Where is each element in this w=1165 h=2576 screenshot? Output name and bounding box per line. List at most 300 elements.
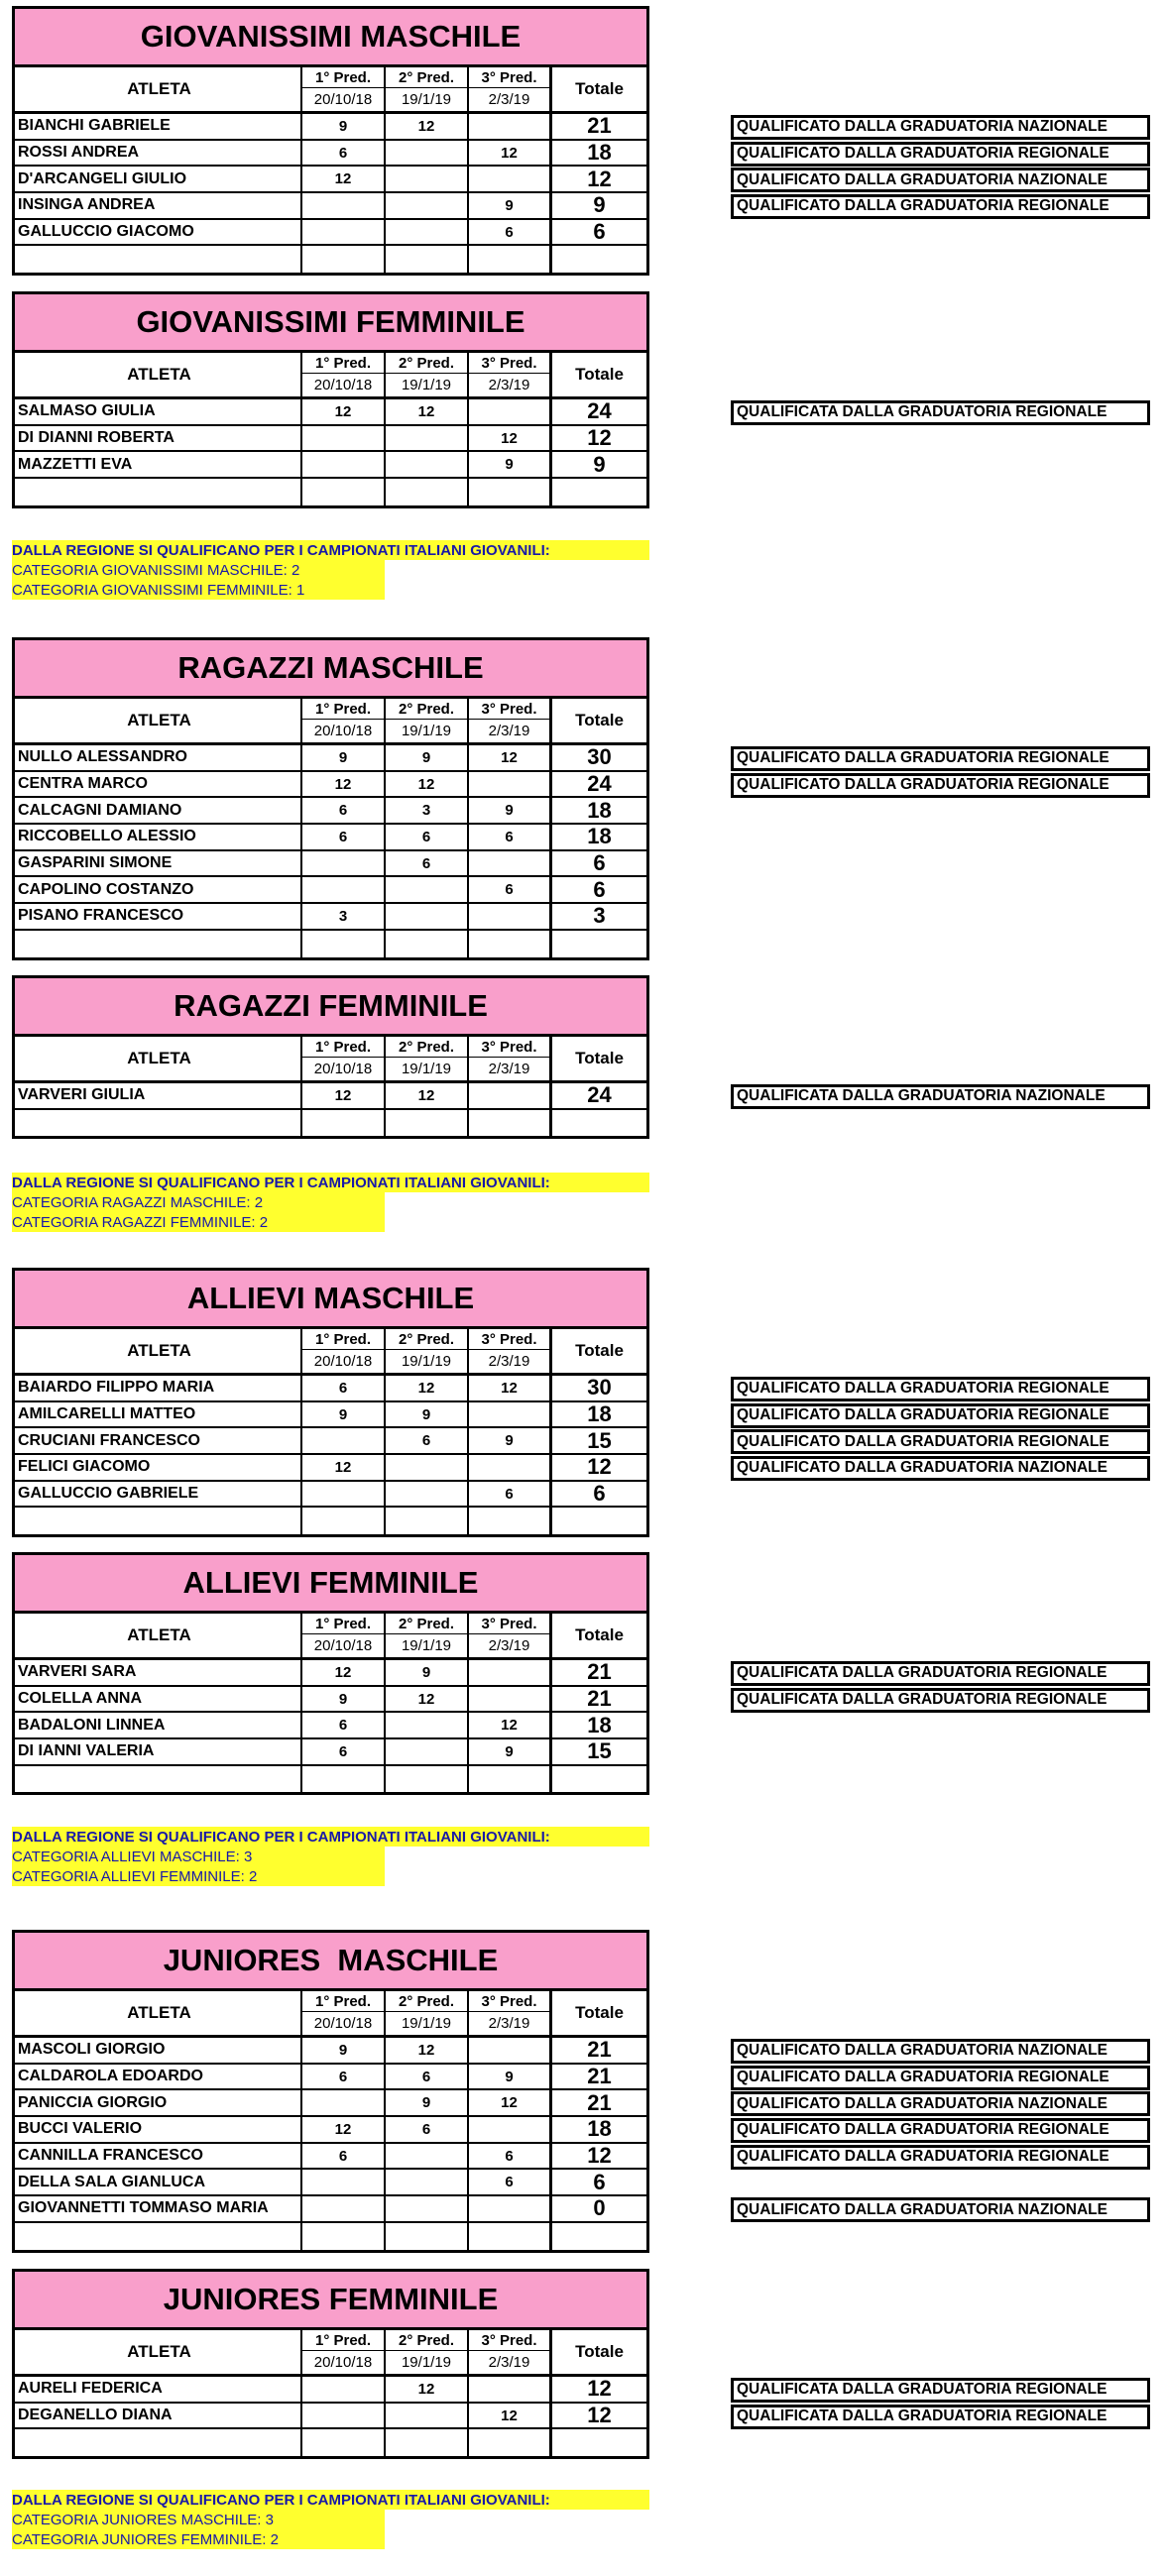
table-row xyxy=(15,1713,646,1739)
qualification-badge: QUALIFICATO DALLA GRADUATORIA REGIONALE xyxy=(731,1377,1150,1401)
total-score: 24 xyxy=(587,771,612,797)
total-score: 21 xyxy=(587,2089,612,2115)
athlete-header: ATLETA xyxy=(15,1037,302,1080)
pred-date: 19/1/19 xyxy=(401,1353,452,1370)
qualification-badge: QUALIFICATA DALLA GRADUATORIA REGIONALE xyxy=(731,2378,1150,2403)
score-pred-2 xyxy=(386,2144,469,2169)
score-pred-2 xyxy=(386,1739,469,1764)
score-pred-2 xyxy=(386,220,469,245)
total-header: Totale xyxy=(575,711,624,729)
score-pred-3 xyxy=(469,399,552,424)
score-pred-3 xyxy=(469,851,552,876)
pred-date: 19/1/19 xyxy=(401,723,452,739)
score-pred-3 xyxy=(469,904,552,929)
table-row xyxy=(15,2196,646,2223)
athlete-name: BAIARDO FILIPPO MARIA xyxy=(15,1376,302,1400)
total-score: 12 xyxy=(587,2403,612,2428)
pred-date: 2/3/19 xyxy=(488,723,530,739)
total-score xyxy=(552,1766,646,1793)
score-pred-1: 6 xyxy=(302,1713,386,1737)
table-row xyxy=(15,1455,646,1482)
qualification-note xyxy=(12,2490,649,2549)
pred-date: 19/1/19 xyxy=(401,2015,452,2032)
ranking-table xyxy=(12,1552,649,1795)
pred-header-1 xyxy=(302,2330,386,2374)
athlete-name: COLELLA ANNA xyxy=(15,1687,302,1712)
qualification-badge: QUALIFICATO DALLA GRADUATORIA REGIONALE xyxy=(731,142,1150,167)
total-score: 15 xyxy=(587,1427,612,1453)
score-pred-3: 6 xyxy=(469,2144,552,2169)
score-pred-1 xyxy=(302,426,386,451)
pred-label: 2° Pred. xyxy=(386,1614,467,1634)
score-pred-3: 12 xyxy=(469,426,552,451)
empty-row xyxy=(15,2223,646,2250)
pred-header-3 xyxy=(469,699,552,742)
score-pred-1: 6 xyxy=(302,1376,386,1400)
score-pred-2: 9 xyxy=(386,745,469,770)
score-pred-2 xyxy=(386,2196,469,2221)
pred-date: 2/3/19 xyxy=(488,2015,530,2032)
pred-label: 3° Pred. xyxy=(469,353,549,374)
score-pred-3: 6 xyxy=(469,2170,552,2194)
score-pred-3 xyxy=(469,1766,552,1793)
score-pred-1: 12 xyxy=(302,1455,386,1480)
score-pred-1: 6 xyxy=(302,141,386,166)
score-pred-1 xyxy=(302,479,386,505)
table-row xyxy=(15,2404,646,2430)
athlete-name xyxy=(15,246,302,273)
score-pred-3 xyxy=(469,167,552,191)
pred-header-3 xyxy=(469,1329,552,1373)
pred-label: 2° Pred. xyxy=(386,2330,467,2351)
score-pred-1: 9 xyxy=(302,745,386,770)
athlete-name: CALCAGNI DAMIANO xyxy=(15,798,302,823)
qualification-note xyxy=(12,1173,649,1232)
score-pred-2 xyxy=(386,2404,469,2428)
score-pred-1: 6 xyxy=(302,2144,386,2169)
score-pred-2 xyxy=(386,246,469,273)
pred-date: 2/3/19 xyxy=(488,1061,530,1077)
score-pred-2 xyxy=(386,904,469,929)
pred-label: 1° Pred. xyxy=(302,1037,384,1058)
athlete-name: GALLUCCIO GABRIELE xyxy=(15,1482,302,1507)
table-row xyxy=(15,2117,646,2144)
table-row xyxy=(15,745,646,772)
total-score: 18 xyxy=(587,1401,612,1427)
total-score xyxy=(552,246,646,273)
score-pred-3: 9 xyxy=(469,1739,552,1764)
pred-header-1 xyxy=(302,1991,386,2035)
score-pred-3: 9 xyxy=(469,193,552,218)
athlete-header: ATLETA xyxy=(15,2330,302,2374)
score-pred-3: 9 xyxy=(469,1428,552,1453)
total-score: 21 xyxy=(587,2037,612,2063)
score-pred-2 xyxy=(386,1713,469,1737)
score-pred-3: 12 xyxy=(469,1376,552,1400)
pred-header-1 xyxy=(302,1037,386,1080)
pred-date: 20/10/18 xyxy=(313,377,373,393)
qualification-badge: QUALIFICATO DALLA GRADUATORIA NAZIONALE xyxy=(731,2091,1150,2116)
score-pred-2: 12 xyxy=(386,399,469,424)
note-heading: DALLA REGIONE SI QUALIFICANO PER I CAMPIONATI ITALIANI GIOVANILI: xyxy=(12,1827,649,1847)
total-score: 30 xyxy=(587,1375,612,1400)
note-line: CATEGORIA RAGAZZI FEMMINILE: 2 xyxy=(12,1212,385,1232)
score-pred-1 xyxy=(302,1428,386,1453)
score-pred-1 xyxy=(302,193,386,218)
athlete-name: AMILCARELLI MATTEO xyxy=(15,1402,302,1427)
total-score: 12 xyxy=(587,2143,612,2169)
pred-header-2 xyxy=(386,699,469,742)
athlete-name: DI DIANNI ROBERTA xyxy=(15,426,302,451)
athlete-header: ATLETA xyxy=(15,1991,302,2035)
athlete-name: MAZZETTI EVA xyxy=(15,452,302,477)
athlete-name: VARVERI GIULIA xyxy=(15,1083,302,1108)
ranking-table xyxy=(12,2269,649,2459)
pred-header-3 xyxy=(469,1614,552,1657)
athlete-header: ATLETA xyxy=(15,699,302,742)
table-row xyxy=(15,2170,646,2196)
score-pred-1: 9 xyxy=(302,1687,386,1712)
table-row xyxy=(15,426,646,453)
table-row xyxy=(15,1376,646,1402)
table-row xyxy=(15,141,646,168)
pred-label: 1° Pred. xyxy=(302,1614,384,1634)
pred-date: 20/10/18 xyxy=(313,91,373,108)
table-title: GIOVANISSIMI FEMMINILE xyxy=(15,294,646,353)
score-pred-1 xyxy=(302,2404,386,2428)
total-header: Totale xyxy=(575,79,624,98)
score-pred-1 xyxy=(302,246,386,273)
pred-label: 1° Pred. xyxy=(302,353,384,374)
table-row xyxy=(15,114,646,141)
score-pred-2: 12 xyxy=(386,114,469,139)
score-pred-2: 3 xyxy=(386,798,469,823)
pred-label: 3° Pred. xyxy=(469,1329,549,1350)
score-pred-2 xyxy=(386,141,469,166)
pred-header-3 xyxy=(469,1037,552,1080)
score-pred-2 xyxy=(386,1766,469,1793)
total-score: 3 xyxy=(593,903,606,929)
pred-label: 1° Pred. xyxy=(302,1329,384,1350)
pred-date: 20/10/18 xyxy=(313,2354,373,2371)
total-header: Totale xyxy=(575,365,624,384)
pred-header-2 xyxy=(386,67,469,111)
total-score xyxy=(552,2429,646,2456)
total-score xyxy=(552,1508,646,1534)
note-line: CATEGORIA ALLIEVI MASCHILE: 3 xyxy=(12,1847,385,1866)
table-row xyxy=(15,1428,646,1455)
score-pred-1 xyxy=(302,2090,386,2115)
pred-date: 20/10/18 xyxy=(313,2015,373,2032)
score-pred-1: 6 xyxy=(302,2065,386,2089)
athlete-name xyxy=(15,2223,302,2250)
score-pred-3 xyxy=(469,1687,552,1712)
pred-label: 2° Pred. xyxy=(386,699,467,720)
score-pred-2: 12 xyxy=(386,1376,469,1400)
total-score: 18 xyxy=(587,140,612,166)
athlete-name: NULLO ALESSANDRO xyxy=(15,745,302,770)
table-header xyxy=(15,1991,646,2038)
score-pred-3: 6 xyxy=(469,220,552,245)
athlete-name: CENTRA MARCO xyxy=(15,772,302,797)
pred-label: 3° Pred. xyxy=(469,2330,549,2351)
athlete-name: PISANO FRANCESCO xyxy=(15,904,302,929)
total-score xyxy=(552,2223,646,2250)
athlete-name: INSINGA ANDREA xyxy=(15,193,302,218)
score-pred-1 xyxy=(302,931,386,957)
note-line: CATEGORIA GIOVANISSIMI MASCHILE: 2 xyxy=(12,560,385,580)
athlete-name: BADALONI LINNEA xyxy=(15,1713,302,1737)
score-pred-1 xyxy=(302,2223,386,2250)
athlete-name xyxy=(15,1110,302,1137)
total-score xyxy=(552,1110,646,1137)
total-score: 6 xyxy=(593,219,606,245)
pred-date: 2/3/19 xyxy=(488,2354,530,2371)
athlete-name: CANNILLA FRANCESCO xyxy=(15,2144,302,2169)
total-score: 12 xyxy=(587,1454,612,1480)
note-heading: DALLA REGIONE SI QUALIFICANO PER I CAMPIONATI ITALIANI GIOVANILI: xyxy=(12,1173,649,1192)
total-score: 21 xyxy=(587,1659,612,1685)
score-pred-1 xyxy=(302,2170,386,2194)
score-pred-1: 12 xyxy=(302,167,386,191)
qualification-badge: QUALIFICATO DALLA GRADUATORIA REGIONALE xyxy=(731,1429,1150,1454)
pred-header-1 xyxy=(302,353,386,396)
pred-date: 19/1/19 xyxy=(401,91,452,108)
total-header: Totale xyxy=(575,2003,624,2022)
score-pred-3: 9 xyxy=(469,798,552,823)
qualification-badge: QUALIFICATO DALLA GRADUATORIA REGIONALE xyxy=(731,2066,1150,2090)
score-pred-1: 9 xyxy=(302,114,386,139)
total-score: 0 xyxy=(593,2195,606,2221)
pred-header-3 xyxy=(469,353,552,396)
pred-date: 19/1/19 xyxy=(401,1637,452,1654)
table-row xyxy=(15,452,646,479)
total-score: 9 xyxy=(593,192,606,218)
score-pred-3: 6 xyxy=(469,825,552,849)
note-line: CATEGORIA GIOVANISSIMI FEMMINILE: 1 xyxy=(12,580,385,600)
score-pred-2 xyxy=(386,931,469,957)
score-pred-3: 9 xyxy=(469,2065,552,2089)
pred-label: 3° Pred. xyxy=(469,1991,549,2012)
score-pred-2: 9 xyxy=(386,2090,469,2115)
score-pred-2 xyxy=(386,167,469,191)
pred-date: 19/1/19 xyxy=(401,1061,452,1077)
score-pred-2: 9 xyxy=(386,1402,469,1427)
athlete-header: ATLETA xyxy=(15,1329,302,1373)
pred-label: 1° Pred. xyxy=(302,67,384,88)
score-pred-3: 12 xyxy=(469,2404,552,2428)
pred-label: 2° Pred. xyxy=(386,67,467,88)
qualification-badge: QUALIFICATO DALLA GRADUATORIA NAZIONALE xyxy=(731,2039,1150,2064)
score-pred-1: 12 xyxy=(302,2117,386,2142)
table-row xyxy=(15,2377,646,2404)
pred-header-2 xyxy=(386,1037,469,1080)
pred-header-2 xyxy=(386,1329,469,1373)
score-pred-3 xyxy=(469,1508,552,1534)
qualification-badge: QUALIFICATO DALLA GRADUATORIA NAZIONALE xyxy=(731,2197,1150,2222)
score-pred-2 xyxy=(386,1110,469,1137)
ranking-table xyxy=(12,6,649,276)
pred-date: 20/10/18 xyxy=(313,723,373,739)
score-pred-1: 6 xyxy=(302,1739,386,1764)
note-heading: DALLA REGIONE SI QUALIFICANO PER I CAMPIONATI ITALIANI GIOVANILI: xyxy=(12,2490,649,2510)
athlete-name: ROSSI ANDREA xyxy=(15,141,302,166)
note-line: CATEGORIA RAGAZZI MASCHILE: 2 xyxy=(12,1192,385,1212)
score-pred-3 xyxy=(469,1660,552,1685)
total-score: 21 xyxy=(587,1686,612,1712)
score-pred-2: 12 xyxy=(386,1687,469,1712)
pred-date: 20/10/18 xyxy=(313,1353,373,1370)
score-pred-2 xyxy=(386,452,469,477)
ranking-table xyxy=(12,637,649,960)
total-score: 18 xyxy=(587,824,612,849)
table-row xyxy=(15,1402,646,1429)
total-score: 15 xyxy=(587,1738,612,1764)
score-pred-2 xyxy=(386,1482,469,1507)
table-row xyxy=(15,2144,646,2171)
table-title: ALLIEVI MASCHILE xyxy=(15,1271,646,1329)
pred-date: 20/10/18 xyxy=(313,1637,373,1654)
total-score: 6 xyxy=(593,850,606,876)
athlete-name: VARVERI SARA xyxy=(15,1660,302,1685)
score-pred-3 xyxy=(469,114,552,139)
qualification-badge: QUALIFICATO DALLA GRADUATORIA REGIONALE xyxy=(731,194,1150,219)
pred-header-2 xyxy=(386,1991,469,2035)
score-pred-1 xyxy=(302,1482,386,1507)
table-row xyxy=(15,2038,646,2065)
table-row xyxy=(15,772,646,799)
score-pred-1: 3 xyxy=(302,904,386,929)
score-pred-1: 9 xyxy=(302,1402,386,1427)
pred-label: 3° Pred. xyxy=(469,699,549,720)
qualification-badge: QUALIFICATO DALLA GRADUATORIA REGIONALE xyxy=(731,773,1150,798)
score-pred-3: 6 xyxy=(469,1482,552,1507)
score-pred-1 xyxy=(302,877,386,902)
score-pred-1: 12 xyxy=(302,399,386,424)
athlete-name: GASPARINI SIMONE xyxy=(15,851,302,876)
score-pred-3 xyxy=(469,479,552,505)
score-pred-1 xyxy=(302,851,386,876)
score-pred-1 xyxy=(302,2377,386,2402)
pred-header-3 xyxy=(469,67,552,111)
score-pred-1: 12 xyxy=(302,1660,386,1685)
athlete-name: GIOVANNETTI TOMMASO MARIA xyxy=(15,2196,302,2221)
table-row xyxy=(15,1687,646,1714)
table-header xyxy=(15,353,646,399)
table-header xyxy=(15,67,646,114)
qualification-badge: QUALIFICATO DALLA GRADUATORIA REGIONALE xyxy=(731,2145,1150,2170)
pred-date: 2/3/19 xyxy=(488,1637,530,1654)
athlete-name: DEGANELLO DIANA xyxy=(15,2404,302,2428)
score-pred-3 xyxy=(469,1455,552,1480)
score-pred-1: 6 xyxy=(302,798,386,823)
athlete-name: DELLA SALA GIANLUCA xyxy=(15,2170,302,2194)
table-row xyxy=(15,877,646,904)
athlete-name xyxy=(15,479,302,505)
score-pred-3 xyxy=(469,1083,552,1108)
total-score xyxy=(552,479,646,505)
total-score: 6 xyxy=(593,2169,606,2194)
score-pred-3 xyxy=(469,2196,552,2221)
total-score: 30 xyxy=(587,744,612,770)
score-pred-3 xyxy=(469,2117,552,2142)
empty-row xyxy=(15,479,646,505)
score-pred-2: 6 xyxy=(386,825,469,849)
score-pred-3: 9 xyxy=(469,452,552,477)
total-header: Totale xyxy=(575,1049,624,1067)
athlete-name xyxy=(15,931,302,957)
qualification-badge: QUALIFICATA DALLA GRADUATORIA NAZIONALE xyxy=(731,1084,1150,1109)
score-pred-3 xyxy=(469,1110,552,1137)
empty-row xyxy=(15,1110,646,1137)
athlete-name: CALDAROLA EDOARDO xyxy=(15,2065,302,2089)
score-pred-2: 9 xyxy=(386,1660,469,1685)
total-score: 12 xyxy=(587,2376,612,2402)
score-pred-3 xyxy=(469,2038,552,2063)
score-pred-2 xyxy=(386,877,469,902)
score-pred-2 xyxy=(386,426,469,451)
athlete-header: ATLETA xyxy=(15,1614,302,1657)
score-pred-3: 12 xyxy=(469,1713,552,1737)
athlete-name: D'ARCANGELI GIULIO xyxy=(15,167,302,191)
score-pred-1: 12 xyxy=(302,1083,386,1108)
total-score: 24 xyxy=(587,398,612,424)
ranking-table xyxy=(12,975,649,1139)
table-row xyxy=(15,2065,646,2091)
athlete-name: CAPOLINO COSTANZO xyxy=(15,877,302,902)
empty-row xyxy=(15,931,646,957)
score-pred-1 xyxy=(302,1508,386,1534)
score-pred-1 xyxy=(302,1110,386,1137)
score-pred-1 xyxy=(302,220,386,245)
table-title: ALLIEVI FEMMINILE xyxy=(15,1555,646,1614)
total-score: 6 xyxy=(593,876,606,902)
score-pred-2: 6 xyxy=(386,1428,469,1453)
table-row xyxy=(15,851,646,878)
score-pred-2: 6 xyxy=(386,851,469,876)
athlete-name: DI IANNI VALERIA xyxy=(15,1739,302,1764)
score-pred-1: 12 xyxy=(302,772,386,797)
pred-header-1 xyxy=(302,1329,386,1373)
score-pred-3 xyxy=(469,246,552,273)
pred-label: 2° Pred. xyxy=(386,1329,467,1350)
pred-date: 20/10/18 xyxy=(313,1061,373,1077)
qualification-badge: QUALIFICATO DALLA GRADUATORIA NAZIONALE xyxy=(731,168,1150,192)
table-row xyxy=(15,2090,646,2117)
athlete-name xyxy=(15,2429,302,2456)
pred-date: 19/1/19 xyxy=(401,2354,452,2371)
note-heading: DALLA REGIONE SI QUALIFICANO PER I CAMPIONATI ITALIANI GIOVANILI: xyxy=(12,540,649,560)
qualification-badge: QUALIFICATO DALLA GRADUATORIA NAZIONALE xyxy=(731,115,1150,140)
athlete-name: PANICCIA GIORGIO xyxy=(15,2090,302,2115)
table-title: JUNIORES MASCHILE xyxy=(15,1933,646,1991)
score-pred-2: 12 xyxy=(386,772,469,797)
ranking-table xyxy=(12,1268,649,1537)
note-line: CATEGORIA JUNIORES MASCHILE: 3 xyxy=(12,2510,385,2529)
score-pred-3 xyxy=(469,2377,552,2402)
pred-header-2 xyxy=(386,1614,469,1657)
score-pred-3 xyxy=(469,1402,552,1427)
athlete-name: RICCOBELLO ALESSIO xyxy=(15,825,302,849)
score-pred-2: 6 xyxy=(386,2117,469,2142)
total-score: 6 xyxy=(593,1481,606,1507)
qualification-badge: QUALIFICATO DALLA GRADUATORIA NAZIONALE xyxy=(731,1456,1150,1481)
total-score: 18 xyxy=(587,2116,612,2142)
athlete-name: MASCOLI GIORGIO xyxy=(15,2038,302,2063)
table-title: JUNIORES FEMMINILE xyxy=(15,2272,646,2330)
score-pred-2 xyxy=(386,2170,469,2194)
total-score: 18 xyxy=(587,1712,612,1737)
